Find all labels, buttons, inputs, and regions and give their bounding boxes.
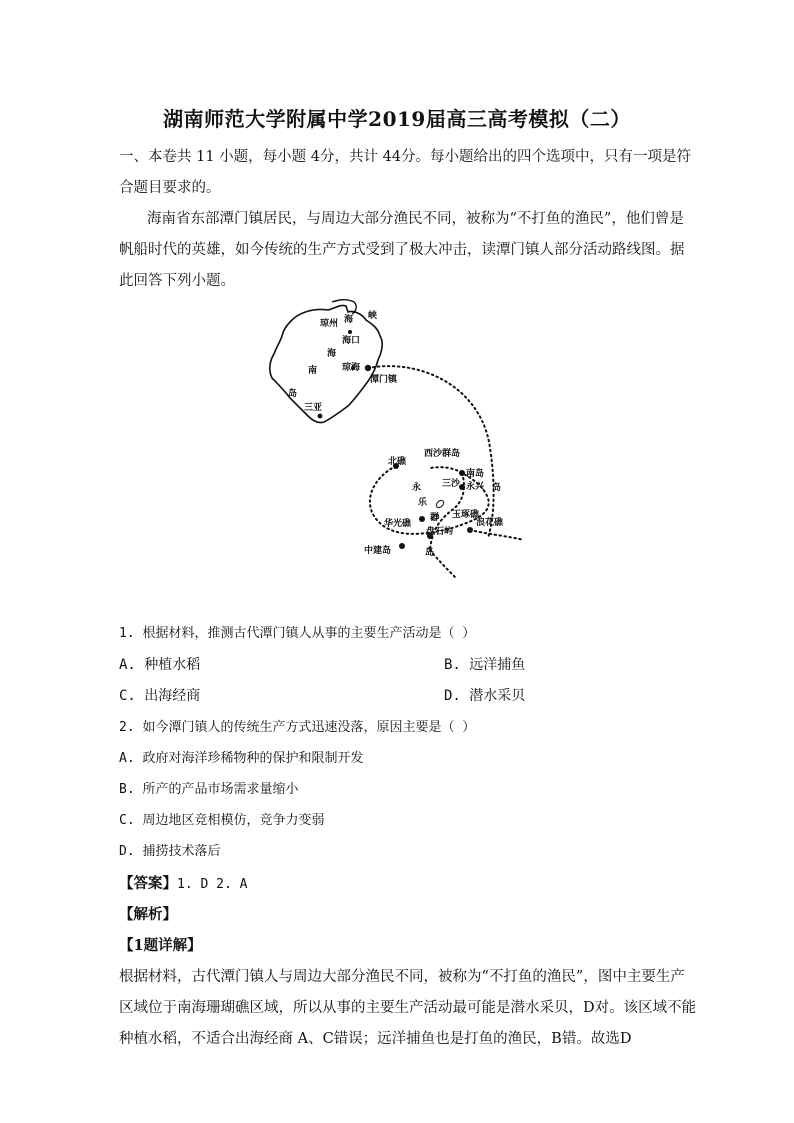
detail-line-2: 区域位于南海珊瑚礁区域，所以从事的主要生产活动最可能是潜水采贝，D对。该区域不能 bbox=[119, 1000, 697, 1016]
material-line-1: 海南省东部潭门镇居民，与周边大部分渔民不同，被称为“不打鱼的渔民”，他们曾是 bbox=[147, 211, 684, 227]
zhongjian-dot bbox=[399, 543, 405, 549]
map-label-nan: 南 bbox=[308, 366, 318, 376]
q1-option-a: A. 种植水稻 bbox=[119, 657, 201, 673]
map-label-dao1: 岛 bbox=[288, 389, 298, 399]
answer-row bbox=[119, 872, 247, 893]
map-label-langhua: 浪花礁 bbox=[476, 518, 504, 528]
islet-shape bbox=[436, 500, 443, 507]
map-label-sanya: 三亚 bbox=[304, 403, 323, 413]
haikou-dot bbox=[348, 330, 352, 334]
map-label-huaguang: 华光礁 bbox=[384, 519, 412, 529]
map-label-yuzhuo: 玉琢礁 bbox=[452, 510, 480, 520]
huaguang-dot bbox=[419, 516, 425, 522]
answer-label: 【答案】 bbox=[119, 875, 177, 892]
map-label-qun: 群 bbox=[430, 513, 440, 523]
route-map bbox=[262, 298, 534, 583]
detail-label: 【1题详解】 bbox=[119, 937, 202, 954]
map-label-hai2: 海 bbox=[327, 349, 337, 359]
map-label-yongxing: 永兴 bbox=[466, 482, 485, 492]
nandao-dot bbox=[459, 470, 465, 476]
detail-line-1: 根据材料，古代潭门镇人与周边大部分渔民不同，被称为“不打鱼的渔民”，图中主要生产 bbox=[119, 969, 685, 985]
intro-line-2: 合题目要求的。 bbox=[119, 180, 221, 196]
map-label-xia: 峡 bbox=[368, 311, 378, 321]
map-label-nandao: 南岛 bbox=[466, 469, 485, 479]
map-label-tanmen: 潭门镇 bbox=[370, 375, 398, 385]
q2-option-b: B. 所产的产品市场需求量缩小 bbox=[119, 782, 299, 797]
sanya-dot bbox=[318, 414, 323, 419]
map-label-qiongzhou: 琼州 bbox=[320, 319, 339, 329]
material-line-3: 此回答下列小题。 bbox=[119, 273, 235, 289]
q2-option-a: A. 政府对海洋珍稀物种的保护和限制开发 bbox=[119, 751, 364, 766]
q1-option-b: B. 远洋捕鱼 bbox=[444, 657, 526, 673]
route-east bbox=[470, 530, 524, 540]
map-label-hai1: 海 bbox=[344, 315, 354, 325]
map-label-haikou: 海口 bbox=[342, 336, 361, 346]
q1-option-c: C. 出海经商 bbox=[119, 688, 201, 704]
map-label-dao3: 岛 bbox=[425, 548, 435, 558]
q1-stem: 1. 根据材料，推测古代潭门镇人从事的主要生产活动是（ ） bbox=[119, 626, 476, 641]
map-label-le: 乐 bbox=[418, 498, 428, 508]
langhua-dot bbox=[467, 527, 473, 533]
detail-line-3: 种植水稻，不适合出海经商 A、C错误；远洋捕鱼也是打鱼的渔民，B错。故选D bbox=[119, 1031, 632, 1047]
q2-option-c: C. 周边地区竞相模仿，竞争力变弱 bbox=[119, 813, 325, 828]
q1-option-d: D. 潜水采贝 bbox=[444, 688, 526, 704]
tanmen-dot bbox=[365, 365, 371, 371]
map-label-xisha: 西沙群岛 bbox=[424, 449, 461, 459]
page-title: 湖南师范大学附属中学2019届高三高考模拟（二） bbox=[163, 107, 631, 131]
map-label-beijiao: 北礁 bbox=[388, 457, 407, 467]
map-label-dao2: 岛 bbox=[492, 483, 502, 493]
analysis-label: 【解析】 bbox=[119, 906, 177, 923]
material-line-2: 帆船时代的英雄，如今传统的生产方式受到了极大冲击，读潭门镇人部分活动路线图。据 bbox=[119, 242, 685, 258]
answer-value: 1. D 2. A bbox=[177, 877, 248, 892]
intro-line-1: 一、本卷共 11 小题，每小题 4分，共计 44分。每小题给出的四个选项中，只有一项是符 bbox=[119, 149, 692, 165]
map-label-sansha: 三沙 bbox=[442, 479, 461, 489]
q2-option-d: D. 捕捞技术落后 bbox=[119, 844, 221, 859]
map-label-zhongjian: 中建岛 bbox=[364, 546, 392, 556]
map-label-qionghai: 琼海 bbox=[342, 363, 361, 373]
map-label-yong1: 永 bbox=[412, 483, 422, 493]
map-label-panshi: 盘石屿 bbox=[426, 527, 454, 537]
q2-stem: 2. 如今潭门镇人的传统生产方式迅速没落，原因主要是（ ） bbox=[119, 720, 476, 735]
